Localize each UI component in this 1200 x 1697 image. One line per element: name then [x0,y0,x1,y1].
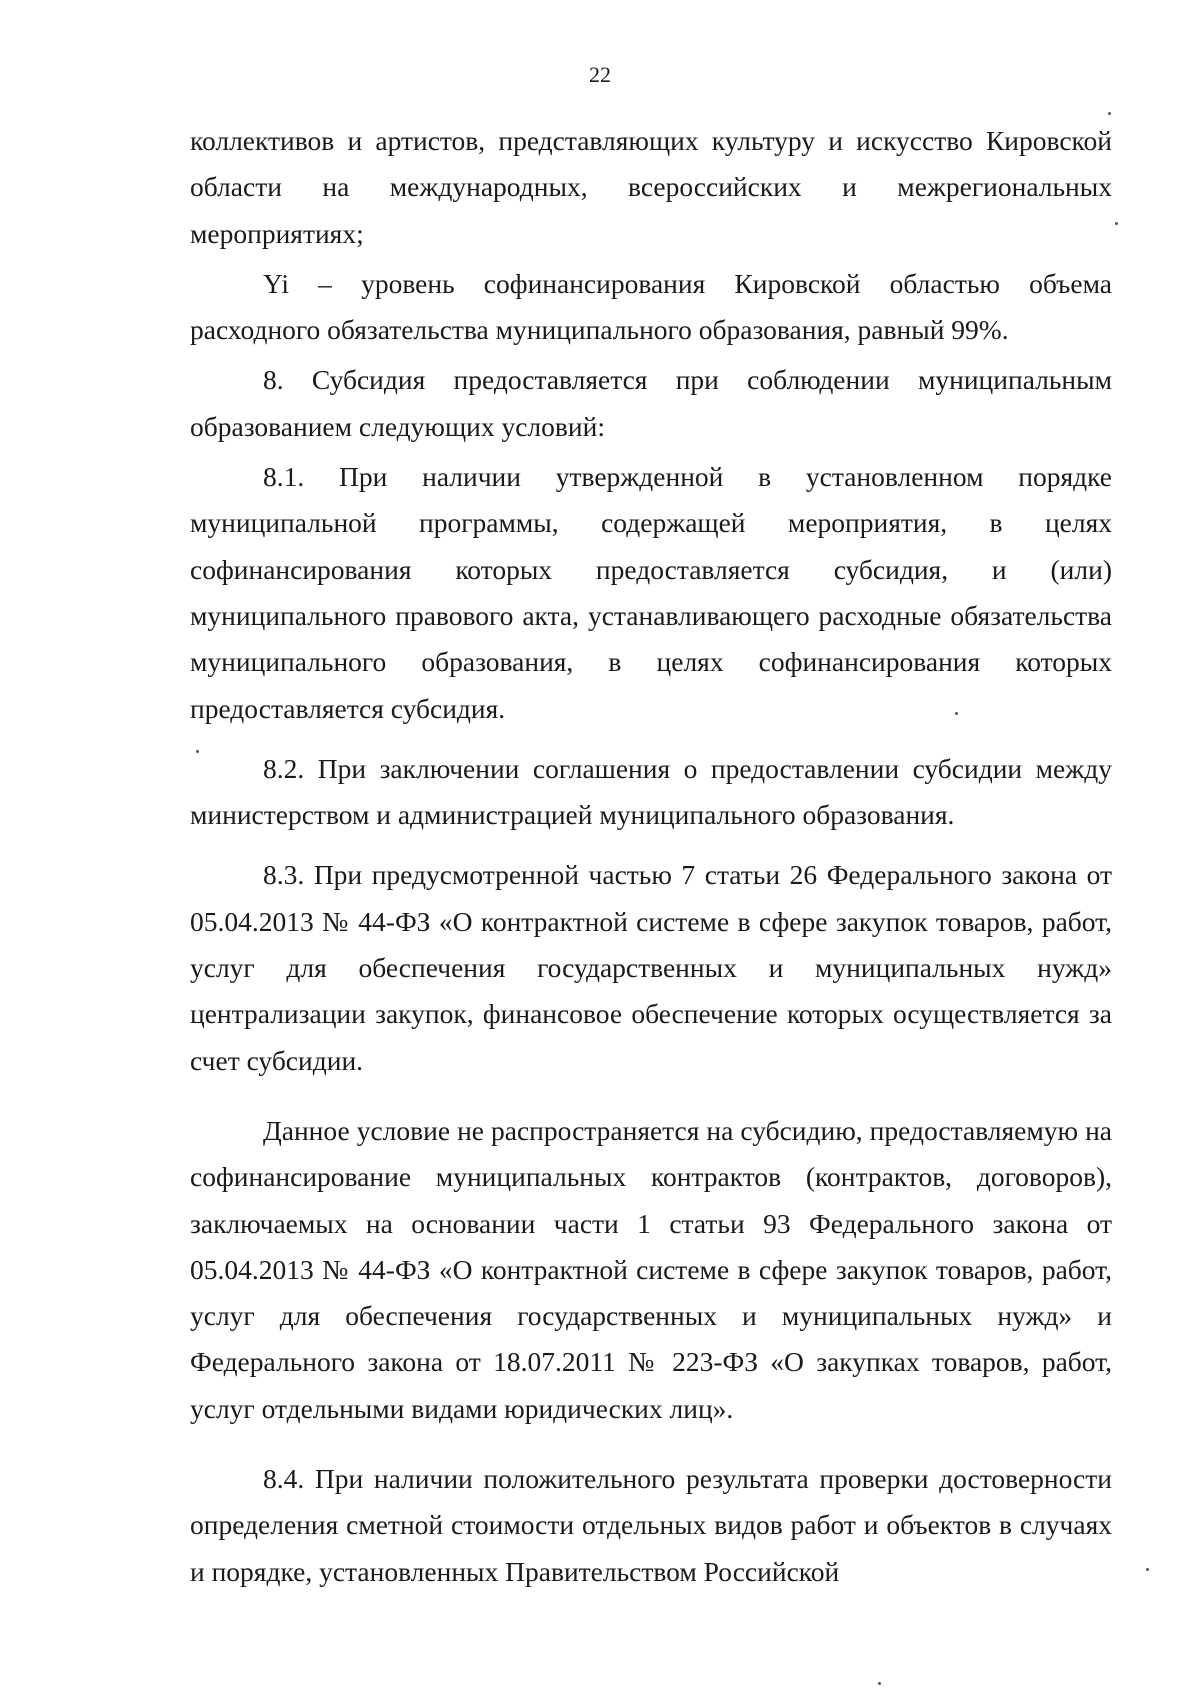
page-number: 22 [589,62,611,87]
paragraph-8-2: 8.2. При заключении соглашения о предоставлении субсидии между министерством и администрацией муниципального образования. [190,752,1112,831]
document-body [190,118,1112,1595]
scan-speck [878,1682,881,1685]
paragraph-continuation: коллективов и артистов, представляющих культуру и искусство Кировской области на международных, всероссийских и межрегиональных мероприятиях; [190,125,1112,249]
scan-speck [1146,1568,1149,1571]
paragraph-8-3: 8.3. При предусмотренной частью 7 статьи 26 Федерального закона от 05.04.2013 № 44-ФЗ «О контрактной системе в сфере закупок товаров, работ, услуг для обеспечения государственных и муниципальных нужд» централизации закупок, финансовое обеспечение которых осуществляется за счет субсидии. [190,859,1112,1076]
paragraph-8-1: 8.1. При наличии утвержденной в установленном порядке муниципальной программы, содержащей мероприятия, в целях софинансирования которых предоставляется субсидия, и (или) муниципального правового акта, устанавливающего расходные обязательства муниципального образования, в целях софинансирования которых предоставляется субсидия. [190,461,1112,724]
paragraph-exception: Данное условие не распространяется на субсидию, предоставляемую на софинансирование муниципальных контрактов (контрактов, договоров), заключаемых на основании части 1 статьи 93 Федерального закона от 05.04.2013 № 44-ФЗ «О контрактной системе в сфере закупок товаров, работ, услуг для обеспечения государственных и муниципальных нужд» и Федерального закона от 18.07.2011 № 223-ФЗ «О закупках товаров, работ, услуг отдельными видами юридических лиц». [190,1114,1112,1424]
paragraph-8-4: 8.4. При наличии положительного результата проверки достоверности определения сметной стоимости отдельных видов работ и объектов в случаях и порядке, установленных Правительством Российской [190,1463,1112,1587]
scan-speck [1108,112,1111,115]
paragraph-8: 8. Субсидия предоставляется при соблюдении муниципальным образованием следующих условий: [190,364,1112,442]
scan-speck [955,712,958,715]
scan-speck [1115,222,1118,225]
paragraph-yi-definition: Yi – уровень софинансирования Кировской областью объема расходного обязательства муниципального образования, равный 99%. [190,267,1112,346]
scan-speck [196,750,199,753]
